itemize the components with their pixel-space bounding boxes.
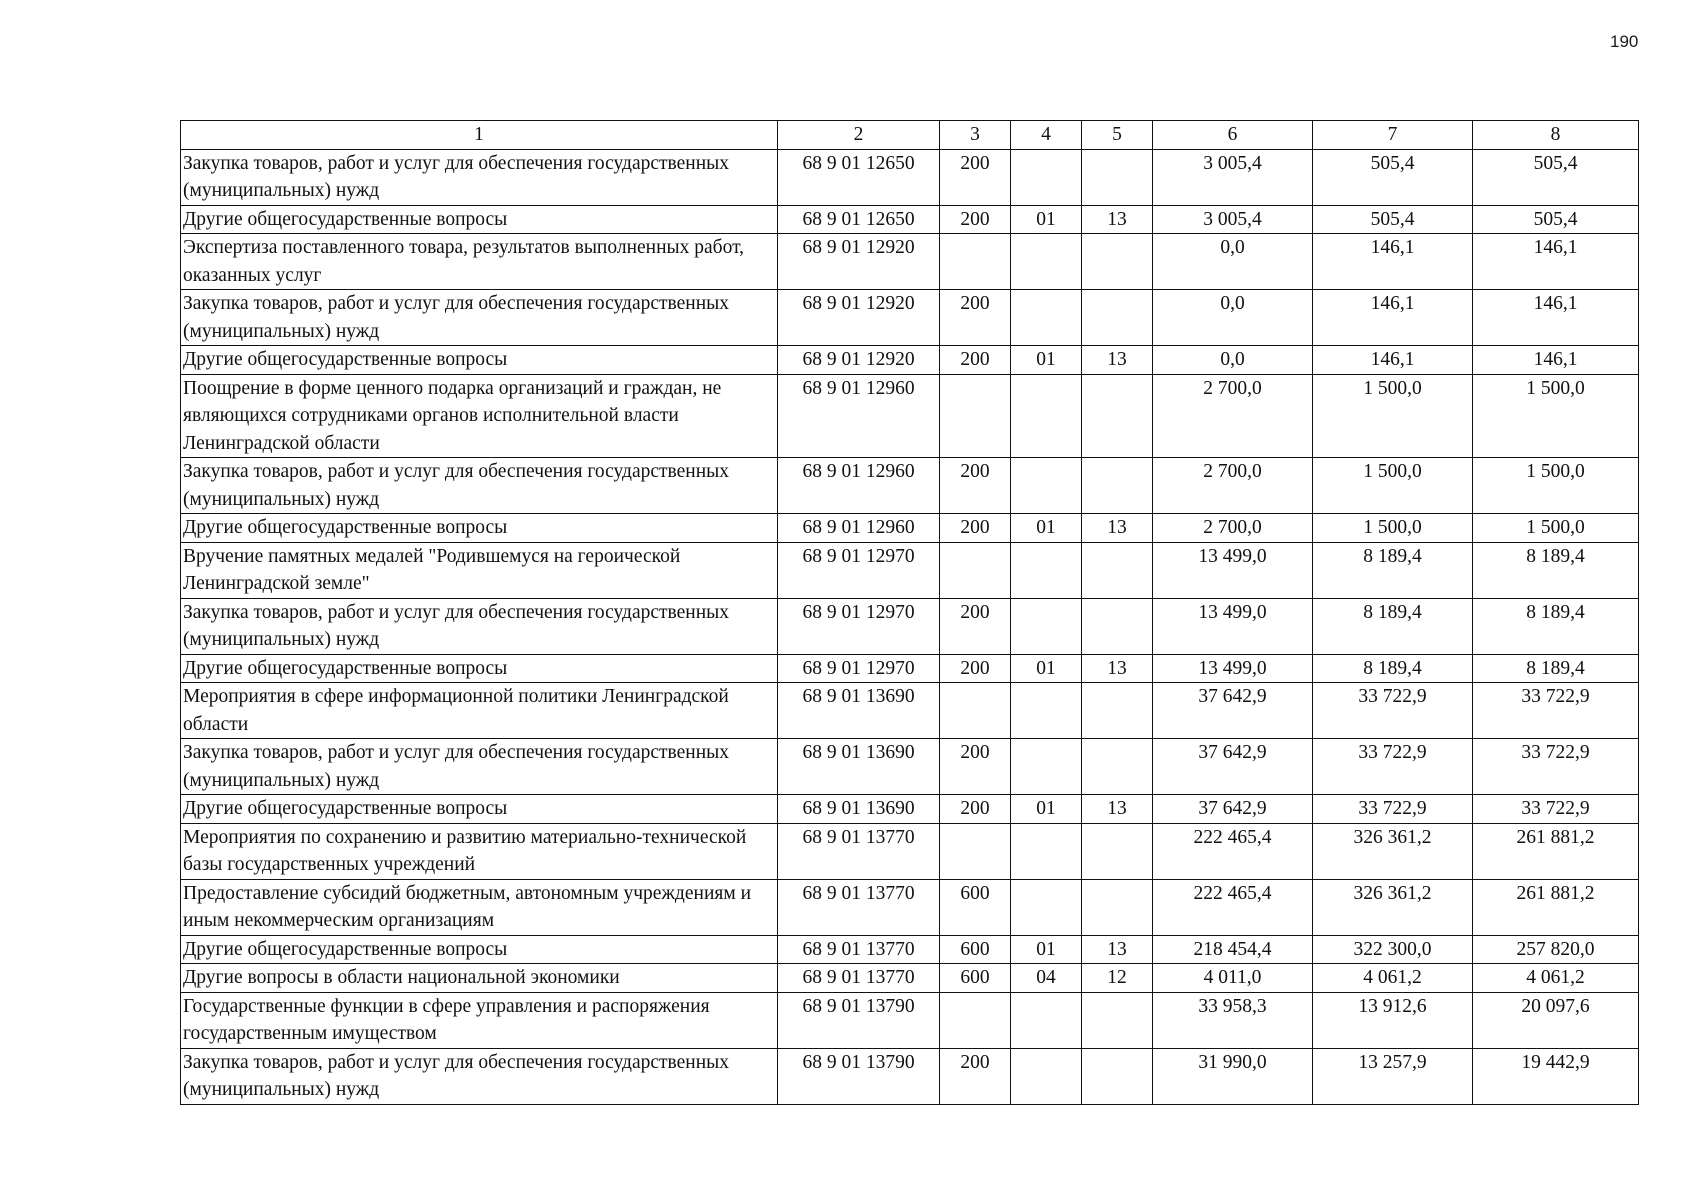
- subsection-cell: [1082, 879, 1153, 935]
- amount-col8-cell: 8 189,4: [1473, 598, 1639, 654]
- amount-col6-cell: 218 454,4: [1153, 935, 1313, 964]
- amount-col8-cell: 1 500,0: [1473, 458, 1639, 514]
- amount-col7-cell: 13 257,9: [1313, 1048, 1473, 1104]
- target-code-cell: 68 9 01 12970: [778, 654, 940, 683]
- budget-table: [180, 120, 1639, 1105]
- amount-col7-cell: 326 361,2: [1313, 823, 1473, 879]
- table-row: [181, 290, 1639, 346]
- target-code-cell: 68 9 01 13770: [778, 823, 940, 879]
- section-cell: 04: [1011, 964, 1082, 993]
- row-name-cell: Закупка товаров, работ и услуг для обеспечения государственных (муниципальных) нужд: [181, 598, 778, 654]
- table-row: [181, 683, 1639, 739]
- target-code-cell: 68 9 01 12650: [778, 205, 940, 234]
- amount-col6-cell: 13 499,0: [1153, 598, 1313, 654]
- amount-col8-cell: 261 881,2: [1473, 823, 1639, 879]
- target-code-cell: 68 9 01 12960: [778, 458, 940, 514]
- amount-col8-cell: 261 881,2: [1473, 879, 1639, 935]
- expense-type-cell: 200: [940, 346, 1011, 375]
- subsection-cell: 13: [1082, 935, 1153, 964]
- column-header-8: 8: [1473, 121, 1639, 150]
- amount-col8-cell: 505,4: [1473, 149, 1639, 205]
- section-cell: 01: [1011, 935, 1082, 964]
- row-name-cell: Поощрение в форме ценного подарка организаций и граждан, не являющихся сотрудниками органов исполнительной власти Ленинградской области: [181, 374, 778, 458]
- amount-col8-cell: 4 061,2: [1473, 964, 1639, 993]
- subsection-cell: [1082, 992, 1153, 1048]
- table-row: [181, 149, 1639, 205]
- amount-col6-cell: 37 642,9: [1153, 683, 1313, 739]
- subsection-cell: [1082, 823, 1153, 879]
- subsection-cell: [1082, 234, 1153, 290]
- amount-col6-cell: 3 005,4: [1153, 149, 1313, 205]
- expense-type-cell: 200: [940, 290, 1011, 346]
- table-row: [181, 739, 1639, 795]
- section-cell: [1011, 598, 1082, 654]
- section-cell: [1011, 739, 1082, 795]
- subsection-cell: 12: [1082, 964, 1153, 993]
- amount-col8-cell: 146,1: [1473, 234, 1639, 290]
- row-name-cell: Закупка товаров, работ и услуг для обеспечения государственных (муниципальных) нужд: [181, 458, 778, 514]
- amount-col6-cell: 33 958,3: [1153, 992, 1313, 1048]
- amount-col6-cell: 0,0: [1153, 346, 1313, 375]
- table-row: [181, 879, 1639, 935]
- subsection-cell: 13: [1082, 795, 1153, 824]
- row-name-cell: Мероприятия по сохранению и развитию материально-технической базы государственных учреждений: [181, 823, 778, 879]
- expense-type-cell: [940, 683, 1011, 739]
- target-code-cell: 68 9 01 12970: [778, 542, 940, 598]
- expense-type-cell: [940, 992, 1011, 1048]
- table-row: [181, 795, 1639, 824]
- row-name-cell: Закупка товаров, работ и услуг для обеспечения государственных (муниципальных) нужд: [181, 149, 778, 205]
- section-cell: [1011, 683, 1082, 739]
- section-cell: [1011, 823, 1082, 879]
- target-code-cell: 68 9 01 12960: [778, 374, 940, 458]
- amount-col8-cell: 1 500,0: [1473, 374, 1639, 458]
- subsection-cell: [1082, 739, 1153, 795]
- amount-col8-cell: 8 189,4: [1473, 542, 1639, 598]
- target-code-cell: 68 9 01 12970: [778, 598, 940, 654]
- amount-col7-cell: 505,4: [1313, 205, 1473, 234]
- expense-type-cell: 200: [940, 205, 1011, 234]
- subsection-cell: [1082, 1048, 1153, 1104]
- amount-col8-cell: 33 722,9: [1473, 683, 1639, 739]
- amount-col6-cell: 37 642,9: [1153, 795, 1313, 824]
- amount-col7-cell: 4 061,2: [1313, 964, 1473, 993]
- amount-col8-cell: 8 189,4: [1473, 654, 1639, 683]
- section-cell: [1011, 234, 1082, 290]
- column-header-4: 4: [1011, 121, 1082, 150]
- table-row: [181, 234, 1639, 290]
- table-row: [181, 1048, 1639, 1104]
- amount-col8-cell: 257 820,0: [1473, 935, 1639, 964]
- amount-col7-cell: 505,4: [1313, 149, 1473, 205]
- table-row: [181, 514, 1639, 543]
- table-row: [181, 992, 1639, 1048]
- target-code-cell: 68 9 01 13690: [778, 739, 940, 795]
- amount-col7-cell: 322 300,0: [1313, 935, 1473, 964]
- target-code-cell: 68 9 01 13690: [778, 795, 940, 824]
- expense-type-cell: 600: [940, 964, 1011, 993]
- table-row: [181, 935, 1639, 964]
- section-cell: [1011, 879, 1082, 935]
- amount-col7-cell: 146,1: [1313, 234, 1473, 290]
- amount-col7-cell: 8 189,4: [1313, 654, 1473, 683]
- table-row: [181, 823, 1639, 879]
- table-row: [181, 458, 1639, 514]
- table-row: [181, 964, 1639, 993]
- section-cell: 01: [1011, 346, 1082, 375]
- expense-type-cell: 200: [940, 795, 1011, 824]
- subsection-cell: [1082, 598, 1153, 654]
- section-cell: 01: [1011, 654, 1082, 683]
- column-header-2: 2: [778, 121, 940, 150]
- expense-type-cell: [940, 374, 1011, 458]
- section-cell: [1011, 458, 1082, 514]
- target-code-cell: 68 9 01 12920: [778, 290, 940, 346]
- amount-col8-cell: 33 722,9: [1473, 739, 1639, 795]
- amount-col7-cell: 33 722,9: [1313, 683, 1473, 739]
- subsection-cell: [1082, 149, 1153, 205]
- section-cell: 01: [1011, 205, 1082, 234]
- amount-col7-cell: 326 361,2: [1313, 879, 1473, 935]
- table-row: [181, 542, 1639, 598]
- row-name-cell: Закупка товаров, работ и услуг для обеспечения государственных (муниципальных) нужд: [181, 1048, 778, 1104]
- section-cell: [1011, 149, 1082, 205]
- column-header-6: 6: [1153, 121, 1313, 150]
- expense-type-cell: [940, 542, 1011, 598]
- amount-col7-cell: 146,1: [1313, 290, 1473, 346]
- row-name-cell: Вручение памятных медалей "Родившемуся на героической Ленинградской земле": [181, 542, 778, 598]
- section-cell: 01: [1011, 514, 1082, 543]
- table-row: [181, 654, 1639, 683]
- row-name-cell: Другие общегосударственные вопросы: [181, 795, 778, 824]
- amount-col6-cell: 0,0: [1153, 234, 1313, 290]
- target-code-cell: 68 9 01 12920: [778, 234, 940, 290]
- amount-col7-cell: 8 189,4: [1313, 542, 1473, 598]
- subsection-cell: 13: [1082, 346, 1153, 375]
- amount-col8-cell: 146,1: [1473, 290, 1639, 346]
- amount-col6-cell: 2 700,0: [1153, 514, 1313, 543]
- expense-type-cell: 200: [940, 1048, 1011, 1104]
- expense-type-cell: 200: [940, 739, 1011, 795]
- row-name-cell: Закупка товаров, работ и услуг для обеспечения государственных (муниципальных) нужд: [181, 739, 778, 795]
- amount-col6-cell: 222 465,4: [1153, 823, 1313, 879]
- amount-col6-cell: 2 700,0: [1153, 374, 1313, 458]
- table-row: [181, 598, 1639, 654]
- column-header-1: 1: [181, 121, 778, 150]
- row-name-cell: Другие общегосударственные вопросы: [181, 205, 778, 234]
- target-code-cell: 68 9 01 13770: [778, 879, 940, 935]
- subsection-cell: 13: [1082, 654, 1153, 683]
- expense-type-cell: 200: [940, 514, 1011, 543]
- row-name-cell: Другие общегосударственные вопросы: [181, 935, 778, 964]
- amount-col6-cell: 31 990,0: [1153, 1048, 1313, 1104]
- amount-col7-cell: 13 912,6: [1313, 992, 1473, 1048]
- section-cell: [1011, 542, 1082, 598]
- row-name-cell: Экспертиза поставленного товара, результатов выполненных работ, оказанных услуг: [181, 234, 778, 290]
- row-name-cell: Государственные функции в сфере управления и распоряжения государственным имуществом: [181, 992, 778, 1048]
- expense-type-cell: 200: [940, 149, 1011, 205]
- subsection-cell: [1082, 290, 1153, 346]
- section-cell: [1011, 992, 1082, 1048]
- row-name-cell: Мероприятия в сфере информационной политики Ленинградской области: [181, 683, 778, 739]
- expense-type-cell: 600: [940, 935, 1011, 964]
- column-header-7: 7: [1313, 121, 1473, 150]
- amount-col8-cell: 20 097,6: [1473, 992, 1639, 1048]
- amount-col7-cell: 1 500,0: [1313, 458, 1473, 514]
- amount-col6-cell: 13 499,0: [1153, 542, 1313, 598]
- amount-col8-cell: 146,1: [1473, 346, 1639, 375]
- row-name-cell: Предоставление субсидий бюджетным, автономным учреждениям и иным некоммерческим организациям: [181, 879, 778, 935]
- expense-type-cell: [940, 234, 1011, 290]
- amount-col7-cell: 8 189,4: [1313, 598, 1473, 654]
- amount-col7-cell: 1 500,0: [1313, 514, 1473, 543]
- amount-col7-cell: 33 722,9: [1313, 739, 1473, 795]
- amount-col7-cell: 33 722,9: [1313, 795, 1473, 824]
- section-cell: [1011, 374, 1082, 458]
- table-row: [181, 205, 1639, 234]
- amount-col8-cell: 33 722,9: [1473, 795, 1639, 824]
- table-row: [181, 374, 1639, 458]
- amount-col6-cell: 13 499,0: [1153, 654, 1313, 683]
- target-code-cell: 68 9 01 13790: [778, 992, 940, 1048]
- subsection-cell: [1082, 542, 1153, 598]
- target-code-cell: 68 9 01 13770: [778, 964, 940, 993]
- table-row: [181, 346, 1639, 375]
- amount-col6-cell: 2 700,0: [1153, 458, 1313, 514]
- row-name-cell: Другие общегосударственные вопросы: [181, 654, 778, 683]
- page-number: 190: [1610, 32, 1639, 51]
- subsection-cell: 13: [1082, 514, 1153, 543]
- section-cell: [1011, 290, 1082, 346]
- amount-col6-cell: 222 465,4: [1153, 879, 1313, 935]
- subsection-cell: [1082, 374, 1153, 458]
- target-code-cell: 68 9 01 12960: [778, 514, 940, 543]
- expense-type-cell: [940, 823, 1011, 879]
- table-header: [181, 121, 1639, 150]
- row-name-cell: Закупка товаров, работ и услуг для обеспечения государственных (муниципальных) нужд: [181, 290, 778, 346]
- amount-col6-cell: 3 005,4: [1153, 205, 1313, 234]
- target-code-cell: 68 9 01 12650: [778, 149, 940, 205]
- expense-type-cell: 200: [940, 458, 1011, 514]
- target-code-cell: 68 9 01 12920: [778, 346, 940, 375]
- amount-col6-cell: 0,0: [1153, 290, 1313, 346]
- amount-col6-cell: 37 642,9: [1153, 739, 1313, 795]
- subsection-cell: [1082, 683, 1153, 739]
- amount-col8-cell: 19 442,9: [1473, 1048, 1639, 1104]
- section-cell: 01: [1011, 795, 1082, 824]
- target-code-cell: 68 9 01 13690: [778, 683, 940, 739]
- expense-type-cell: 200: [940, 654, 1011, 683]
- target-code-cell: 68 9 01 13790: [778, 1048, 940, 1104]
- section-cell: [1011, 1048, 1082, 1104]
- subsection-cell: [1082, 458, 1153, 514]
- amount-col7-cell: 146,1: [1313, 346, 1473, 375]
- table-body: [181, 149, 1639, 1104]
- column-header-5: 5: [1082, 121, 1153, 150]
- row-name-cell: Другие вопросы в области национальной экономики: [181, 964, 778, 993]
- amount-col8-cell: 1 500,0: [1473, 514, 1639, 543]
- row-name-cell: Другие общегосударственные вопросы: [181, 514, 778, 543]
- expense-type-cell: 600: [940, 879, 1011, 935]
- amount-col6-cell: 4 011,0: [1153, 964, 1313, 993]
- expense-type-cell: 200: [940, 598, 1011, 654]
- target-code-cell: 68 9 01 13770: [778, 935, 940, 964]
- subsection-cell: 13: [1082, 205, 1153, 234]
- header-row: [181, 121, 1639, 150]
- amount-col8-cell: 505,4: [1473, 205, 1639, 234]
- row-name-cell: Другие общегосударственные вопросы: [181, 346, 778, 375]
- amount-col7-cell: 1 500,0: [1313, 374, 1473, 458]
- column-header-3: 3: [940, 121, 1011, 150]
